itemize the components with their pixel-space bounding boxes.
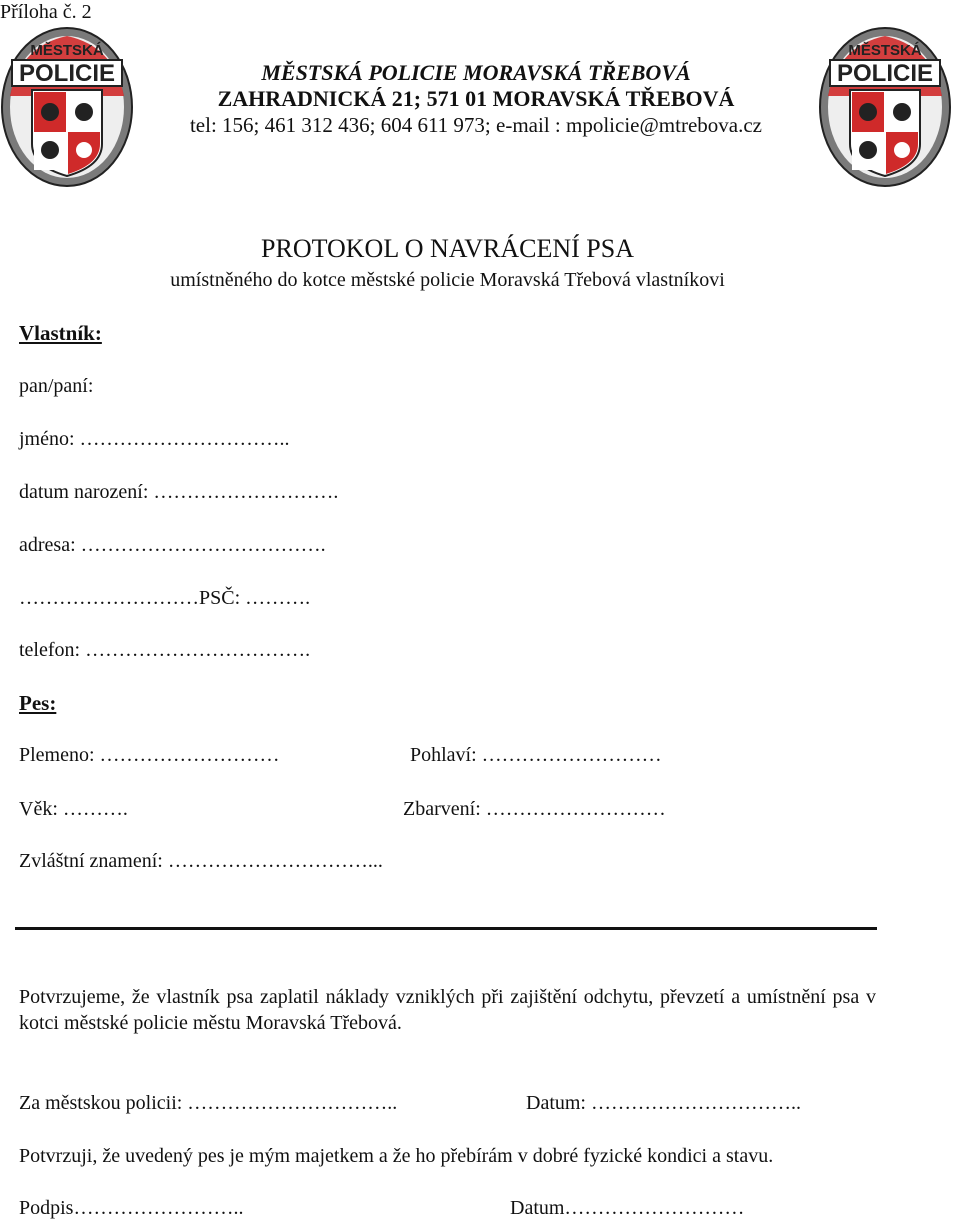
document-title: PROTOKOL O NAVRÁCENÍ PSA <box>261 234 634 263</box>
logo-left-text-top: MĚSTSKÁ <box>30 42 104 59</box>
logo-left-text-main: POLICIE <box>18 60 116 87</box>
police-logo-left <box>0 26 135 188</box>
owner-address-psc-field: ………………………PSČ: ………. <box>19 587 311 609</box>
owner-name-field: jméno: ………………………….. <box>19 428 290 450</box>
owner-date-field: Datum……………………… <box>510 1197 745 1219</box>
police-signature-field: Za městskou policii: ………………………….. <box>19 1092 398 1114</box>
owner-statement: Potvrzuji, že uvedený pes je mým majetkem a že ho přebírám v dobré fyzické kondici a stavu. <box>19 1145 774 1167</box>
header-organization: MĚSTSKÁ POLICIE MORAVSKÁ TŘEBOVÁ <box>261 60 691 85</box>
owner-salutation: pan/paní: <box>19 375 94 397</box>
logo-right-text-main: POLICIE <box>836 60 934 87</box>
document-subtitle: umístněného do kotce městské policie Moravská Třebová vlastníkovi <box>170 269 725 291</box>
owner-phone-field: telefon: ……………………………. <box>19 639 311 661</box>
owner-heading: Vlastník: <box>19 321 102 345</box>
dog-marks-field: Zvláštní znamení: …………………………... <box>19 850 383 872</box>
attachment-label: Příloha č. 2 <box>0 1 92 23</box>
dog-heading: Pes: <box>19 691 57 715</box>
header-address: ZAHRADNICKÁ 21; 571 01 MORAVSKÁ TŘEBOVÁ <box>217 86 735 111</box>
police-logo-left-graphic <box>0 26 135 188</box>
dog-breed-field: Plemeno: ……………………… <box>19 744 280 766</box>
police-logo-right-graphic <box>818 26 953 188</box>
police-logo-right <box>818 26 953 188</box>
owner-signature-field: Podpis…………………….. <box>19 1197 244 1219</box>
header-contact: tel: 156; 461 312 436; 604 611 973; e-mail : mpolicie@mtrebova.cz <box>189 113 763 137</box>
dog-color-field: Zbarvení: ……………………… <box>403 798 666 820</box>
police-date-field: Datum: ………………………….. <box>526 1092 801 1114</box>
logo-right-text-top: MĚSTSKÁ <box>848 42 922 59</box>
owner-birth-field: datum narození: ………………………. <box>19 481 339 503</box>
dog-age-field: Věk: ………. <box>19 798 128 820</box>
dog-sex-field: Pohlaví: ……………………… <box>410 744 662 766</box>
section-divider <box>15 927 877 930</box>
confirmation-paragraph: Potvrzujeme, že vlastník psa zaplatil náklady vzniklých při zajištění odchytu, převzetí a umístnění psa v kotci městské policie městu Moravská Třebová. <box>19 986 876 1034</box>
owner-address-field: adresa: ………………………………. <box>19 534 326 556</box>
